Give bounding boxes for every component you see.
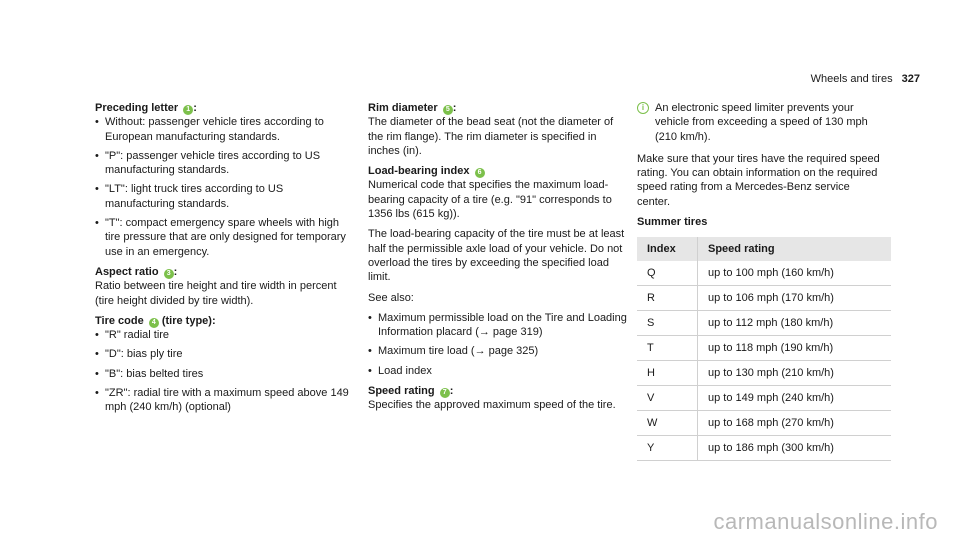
speed-cell: up to 149 mph (240 km/h) <box>698 386 892 411</box>
rim-diameter-section <box>368 101 628 158</box>
page-header <box>811 72 920 86</box>
speed-rating-text: Specifies the approved maximum speed of the tire. <box>368 399 616 412</box>
list-item: • Load index <box>368 364 628 378</box>
heading-text: Rim diameter <box>368 102 438 114</box>
speed-cell: up to 118 mph (190 km/h) <box>698 336 892 361</box>
index-cell: Y <box>637 436 698 461</box>
list-item: • "LT": light truck tires according to US manufacturing standards. <box>95 182 355 211</box>
summer-tires-heading: Summer tires <box>637 216 708 229</box>
table-row <box>637 286 891 311</box>
table-row <box>637 386 891 411</box>
page-number: 327 <box>901 73 920 85</box>
aspect-ratio-text: Ratio between tire height and tire width in percent (tire height divided by tire width). <box>95 280 337 307</box>
table-row <box>637 261 891 286</box>
see-also-label: See also: <box>368 291 414 304</box>
list-item: • "P": passenger vehicle tires according to US manufacturing standards. <box>95 149 355 178</box>
index-cell: V <box>637 386 698 411</box>
speed-cell: up to 106 mph (170 km/h) <box>698 286 892 311</box>
aspect-ratio-section <box>95 265 355 308</box>
load-index-text-2: The load-bearing capacity of the tire must be at least half the permissible axle load of your vehicle. Do not overload the tires by exceeding the specified load limit. <box>368 228 625 284</box>
list-item: • Without: passenger vehicle tires according to European manufacturing standards. <box>95 115 355 144</box>
watermark: carmanualsonline.info <box>713 508 938 534</box>
list-item: • "T": compact emergency spare wheels with high tire pressure that are only designed for temporary use in an emergency. <box>95 216 355 259</box>
preceding-letter-list <box>95 115 355 259</box>
column-right <box>637 101 882 461</box>
info-icon: i <box>637 102 649 114</box>
cross-reference-link[interactable]: • Maximum permissible load on the Tire and Loading Information placard (→ page 319) <box>368 311 628 340</box>
column-middle <box>368 101 628 419</box>
table-header-row <box>637 237 891 261</box>
speed-cell: up to 100 mph (160 km/h) <box>698 261 892 286</box>
list-item: • "D": bias ply tire <box>95 347 355 361</box>
list-item: • "R" radial tire <box>95 328 355 342</box>
callout-badge: 1 <box>183 105 193 115</box>
speed-cell: up to 168 mph (270 km/h) <box>698 411 892 436</box>
see-also-list <box>368 311 628 378</box>
callout-badge: 5 <box>443 105 453 115</box>
column-left <box>95 101 355 421</box>
section-title: Wheels and tires <box>810 73 893 85</box>
preceding-letter-section <box>95 101 355 259</box>
column-header: Index <box>637 237 698 261</box>
index-cell: Q <box>637 261 698 286</box>
heading-text: Preceding letter <box>95 102 179 114</box>
index-cell: R <box>637 286 698 311</box>
index-cell: S <box>637 311 698 336</box>
index-cell: W <box>637 411 698 436</box>
list-item: • "B": bias belted tires <box>95 367 355 381</box>
speed-cell: up to 130 mph (210 km/h) <box>698 361 892 386</box>
heading-text: Aspect ratio <box>95 265 159 278</box>
heading-text: Tire code <box>95 314 144 327</box>
aspect-ratio-heading: Aspect ratio 3 : <box>95 265 178 278</box>
rim-diameter-text: The diameter of the bead seat (not the diameter of the rim flange). The rim diameter is specified in inches (in). <box>368 116 614 157</box>
table-row <box>637 311 891 336</box>
table-row <box>637 361 891 386</box>
load-index-section <box>368 164 628 378</box>
tire-code-section <box>95 314 355 415</box>
speed-cell: up to 186 mph (300 km/h) <box>698 436 892 461</box>
column-header: Speed rating <box>698 237 892 261</box>
load-index-heading <box>368 164 628 178</box>
list-item: • "ZR": radial tire with a maximum speed above 149 mph (240 km/h) (optional) <box>95 386 355 415</box>
callout-badge: 3 <box>164 269 174 279</box>
tire-code-heading <box>95 314 355 328</box>
cross-reference-link[interactable]: • Maximum tire load (→ page 325) <box>368 344 628 358</box>
callout-badge: 6 <box>475 168 485 178</box>
callout-badge: 4 <box>149 318 159 328</box>
tire-code-list <box>95 328 355 414</box>
table-row <box>637 411 891 436</box>
heading-suffix: (tire type): <box>161 314 216 327</box>
info-note-text: An electronic speed limiter prevents your vehicle from exceeding a speed of 130 mph (210 km/h). <box>655 102 868 143</box>
speed-rating-advice: Make sure that your tires have the required speed rating. You can obtain information on the required speed rating from a Mercedes-Benz service center. <box>637 152 880 208</box>
table-row <box>637 436 891 461</box>
preceding-letter-heading: Preceding letter 1 : <box>95 102 197 114</box>
heading-text: Load-bearing index <box>368 165 470 178</box>
speed-rating-table <box>637 237 891 461</box>
index-cell: T <box>637 336 698 361</box>
rim-diameter-heading: Rim diameter 5 : <box>368 102 457 114</box>
load-index-text-1: Numerical code that specifies the maximum load-bearing capacity of a tire (e.g. "91" corresponds to 1356 lbs (615 kg)). <box>368 179 612 221</box>
table-row <box>637 336 891 361</box>
info-note <box>637 101 882 144</box>
heading-text: Speed rating <box>368 385 435 398</box>
callout-badge: 7 <box>440 388 450 398</box>
index-cell: H <box>637 361 698 386</box>
speed-rating-section <box>368 384 628 413</box>
speed-rating-heading: Speed rating 7 : <box>368 385 454 398</box>
speed-cell: up to 112 mph (180 km/h) <box>698 311 892 336</box>
